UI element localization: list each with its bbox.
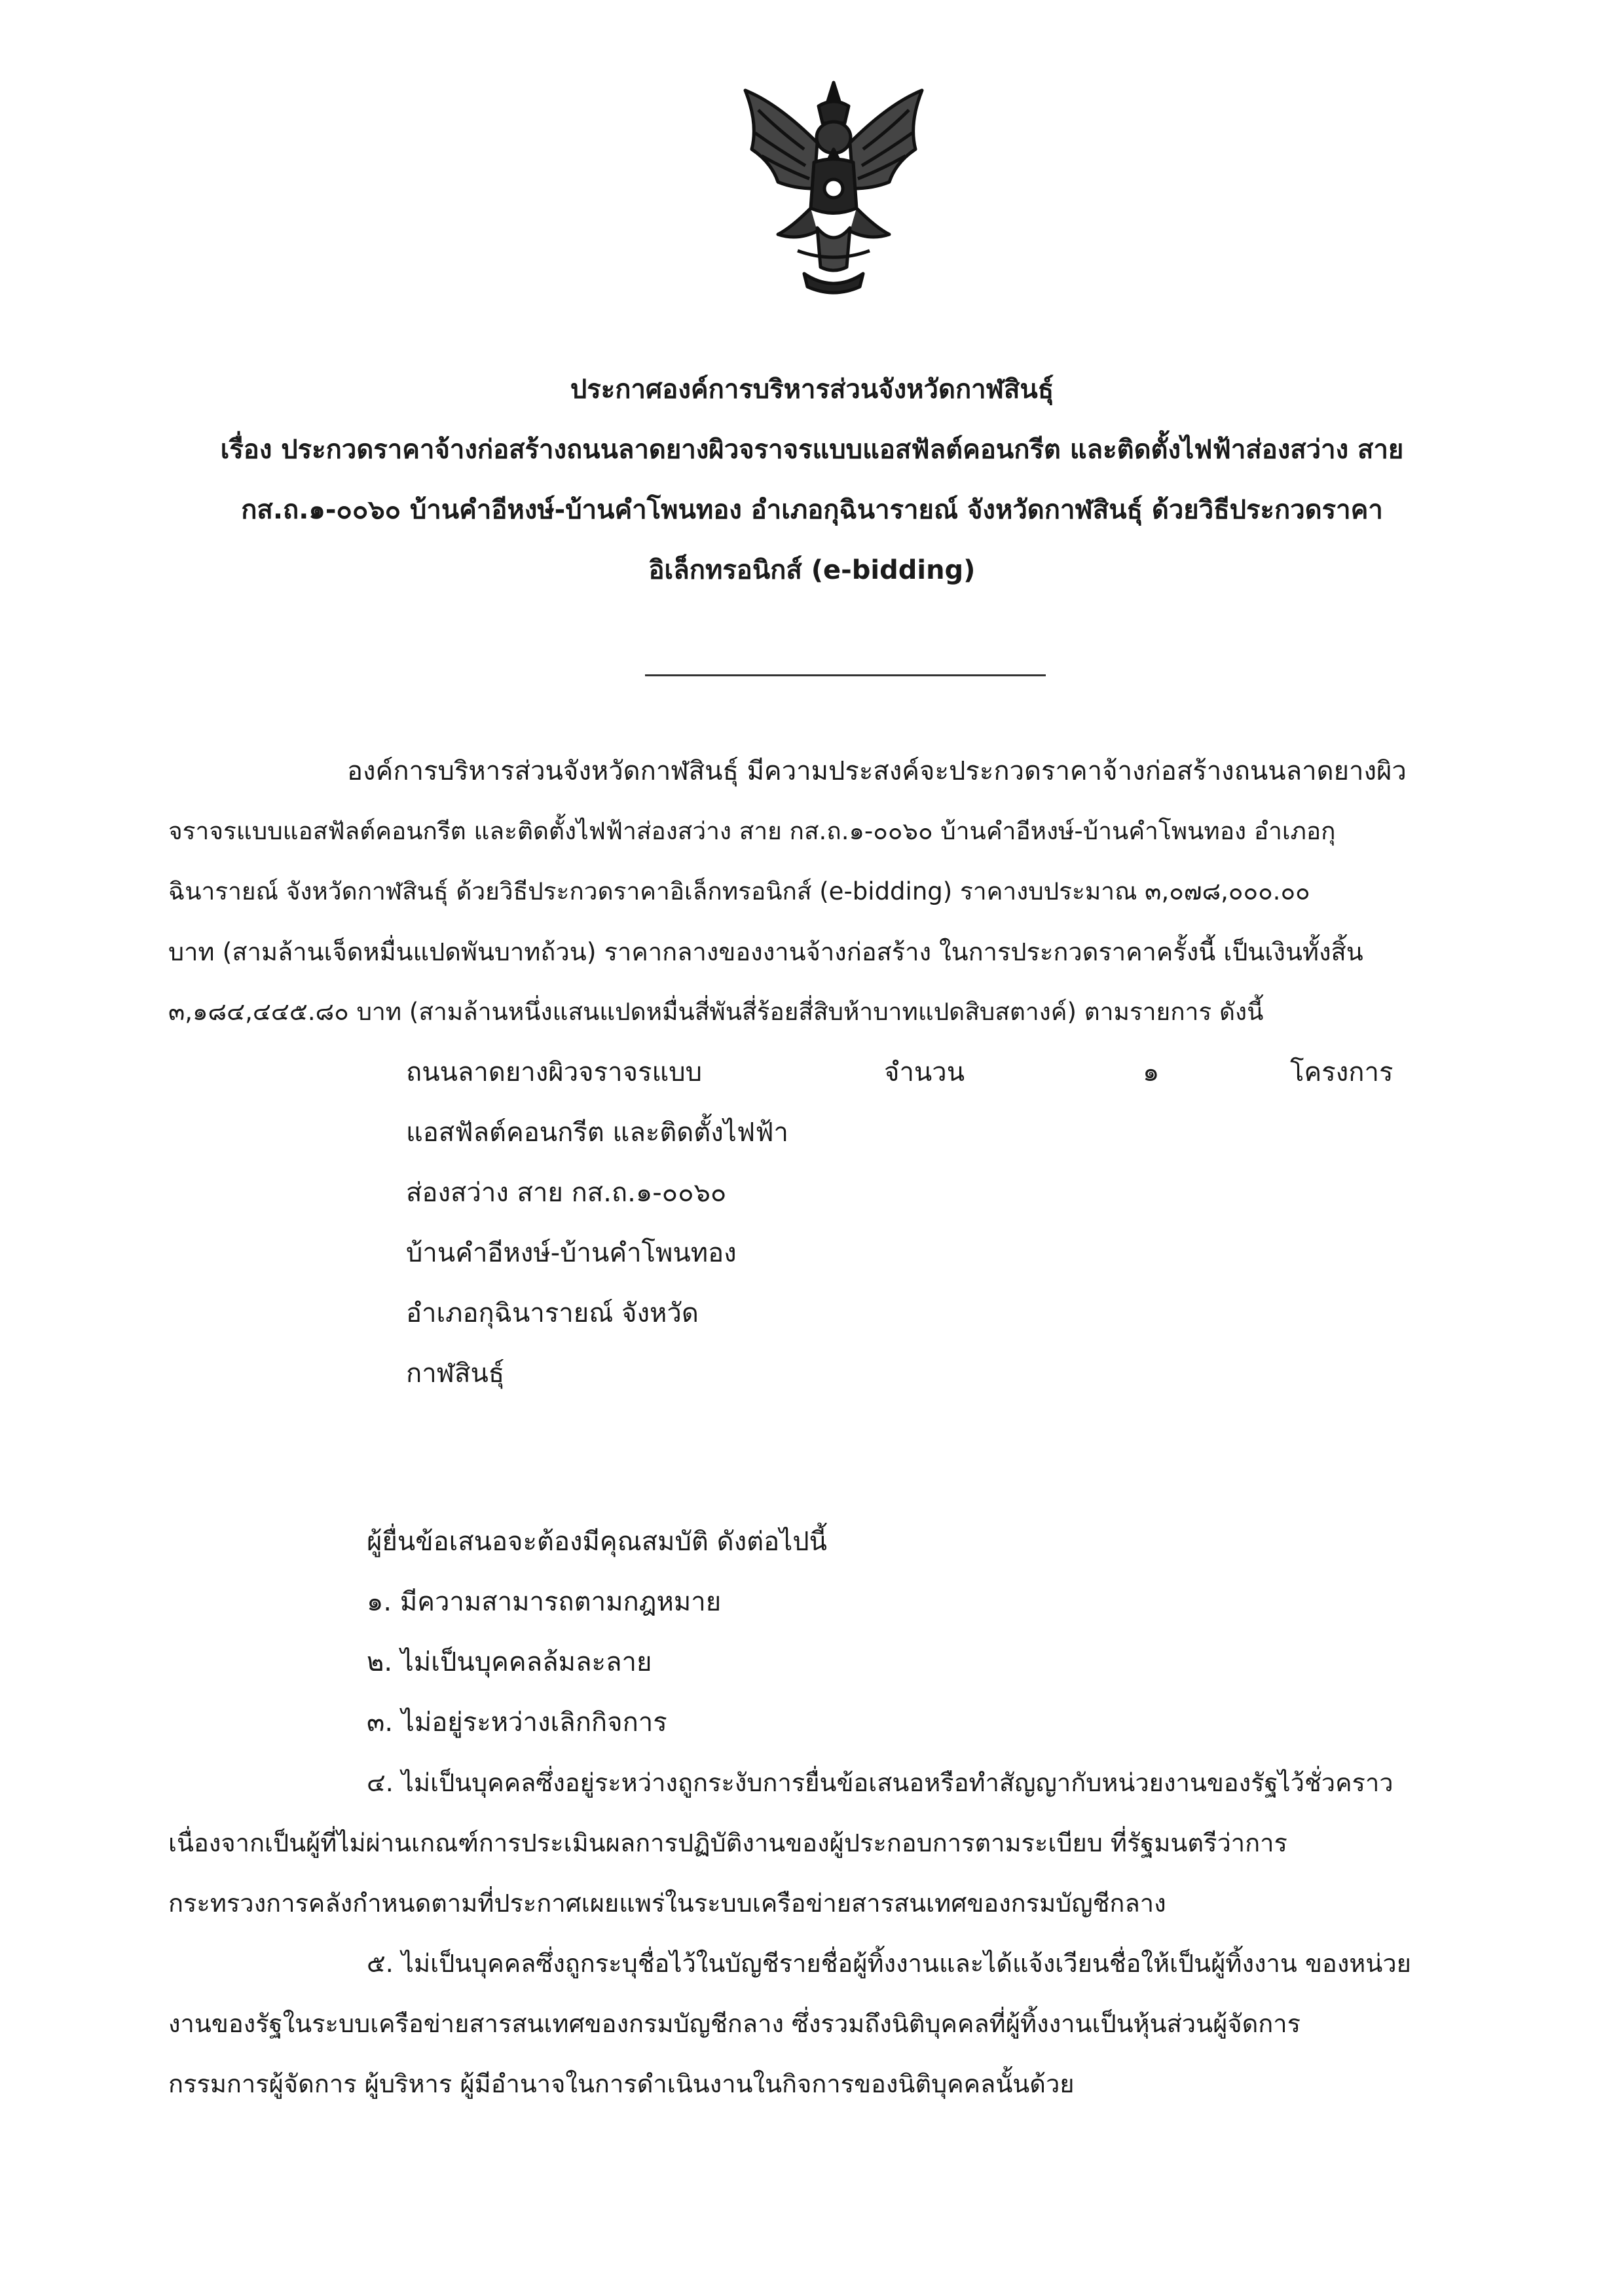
intro-line-5: ๓,๑๘๔,๔๔๕.๘๐ บาท (สามล้านหนึ่งแสนแปดหมื่นสี่พันสี่ร้อยสี่สิบห้าบาทแปดสิบสตางค์) ตามรายการ ดังนี้ <box>168 998 1264 1026</box>
item-description-line-4: บ้านคำอีหงษ์-บ้านคำโพนทอง <box>406 1238 737 1268</box>
garuda-emblem-icon <box>732 77 935 300</box>
qualification-5-line-1: ๕. ไม่เป็นบุคคลซึ่งถูกระบุชื่อไว้ในบัญชีรายชื่อผู้ทิ้งงานและได้แจ้งเวียนชื่อให้เป็นผู้ทิ้งงาน ของหน่วย <box>367 1949 1411 1978</box>
qualification-4-line-3: กระทรวงการคลังกำหนดตามที่ประกาศเผยแพร่ในระบบเครือข่ายสารสนเทศของกรมบัญชีกลาง <box>168 1889 1166 1918</box>
qualifications-heading: ผู้ยื่นข้อเสนอจะต้องมีคุณสมบัติ ดังต่อไปนี้ <box>367 1527 827 1557</box>
qualification-2: ๒. ไม่เป็นบุคคลล้มละลาย <box>367 1647 652 1677</box>
qualification-4-line-1: ๔. ไม่เป็นบุคคลซึ่งอยู่ระหว่างถูกระงับการยื่นข้อเสนอหรือทำสัญญากับหน่วยงานของรัฐไว้ชั่วคราว <box>367 1768 1393 1797</box>
item-description-line-6: กาฬสินธุ์ <box>406 1358 505 1389</box>
intro-line-2: จราจรแบบแอสฟัลต์คอนกรีต และติดตั้งไฟฟ้าส่องสว่าง สาย กส.ถ.๑-๐๐๖๐ บ้านคำอีหงษ์-บ้านคำโพนทอง อำเภอกุ <box>168 817 1336 845</box>
item-description-line-5: อำเภอกุฉินารายณ์ จังหวัด <box>406 1298 699 1328</box>
qualification-3: ๓. ไม่อยู่ระหว่างเลิกกิจการ <box>367 1707 667 1738</box>
intro-line-1: องค์การบริหารส่วนจังหวัดกาฬสินธุ์ มีความประสงค์จะประกวดราคาจ้างก่อสร้างถนนลาดยางผิว <box>347 756 1407 786</box>
item-description-line-2: แอสฟัลต์คอนกรีต และติดตั้งไฟฟ้า <box>406 1118 789 1148</box>
intro-line-3: ฉินารายณ์ จังหวัดกาฬสินธุ์ ด้วยวิธีประกวดราคาอิเล็กทรอนิกส์ (e-bidding) ราคางบประมาณ ๓,๐๗๘,๐๐๐.๐๐ <box>168 877 1310 905</box>
subject-line-1: เรื่อง ประกวดราคาจ้างก่อสร้างถนนลาดยางผิวจราจรแบบแอสฟัลต์คอนกรีต และติดตั้งไฟฟ้าส่องสว่าง สาย <box>220 435 1404 465</box>
qualification-4-line-2: เนื่องจากเป็นผู้ที่ไม่ผ่านเกณฑ์การประเมินผลการปฏิบัติงานของผู้ประกอบการตามระเบียบ ที่รัฐมนตรีว่าการ <box>168 1829 1287 1857</box>
item-description-line-1: ถนนลาดยางผิวจราจรแบบ <box>406 1057 703 1087</box>
item-description-line-3: ส่องสว่าง สาย กส.ถ.๑-๐๐๖๐ <box>406 1178 727 1208</box>
item-qty: ๑ <box>1143 1057 1160 1087</box>
qualification-5-line-3: กรรมการผู้จัดการ ผู้บริหาร ผู้มีอำนาจในการดำเนินงานในกิจการของนิติบุคคลนั้นด้วย <box>168 2069 1075 2098</box>
item-qty-label: จำนวน <box>884 1057 965 1087</box>
intro-line-4: บาท (สามล้านเจ็ดหมื่นแปดพันบาทถ้วน) ราคากลางของงานจ้างก่อสร้าง ในการประกวดราคาครั้งนี้ เป็นเงินทั้งสิ้น <box>168 938 1363 966</box>
divider <box>645 674 1046 676</box>
announcement-title: ประกาศองค์การบริหารส่วนจังหวัดกาฬสินธุ์ <box>570 374 1054 405</box>
subject-line-2: กส.ถ.๑-๐๐๖๐ บ้านคำอีหงษ์-บ้านคำโพนทอง อำเภอกุฉินารายณ์ จังหวัดกาฬสินธุ์ ด้วยวิธีประกวดราคา <box>241 495 1383 525</box>
qualification-1: ๑. มีความสามารถตามกฎหมาย <box>367 1587 722 1617</box>
qualification-5-line-2: งานของรัฐในระบบเครือข่ายสารสนเทศของกรมบัญชีกลาง ซึ่งรวมถึงนิติบุคคลที่ผู้ทิ้งงานเป็นหุ้นส่วนผู้จัดการ <box>168 2009 1301 2038</box>
subject-line-3: อิเล็กทรอนิกส์ (e-bidding) <box>648 555 976 585</box>
item-unit: โครงการ <box>1290 1057 1393 1087</box>
